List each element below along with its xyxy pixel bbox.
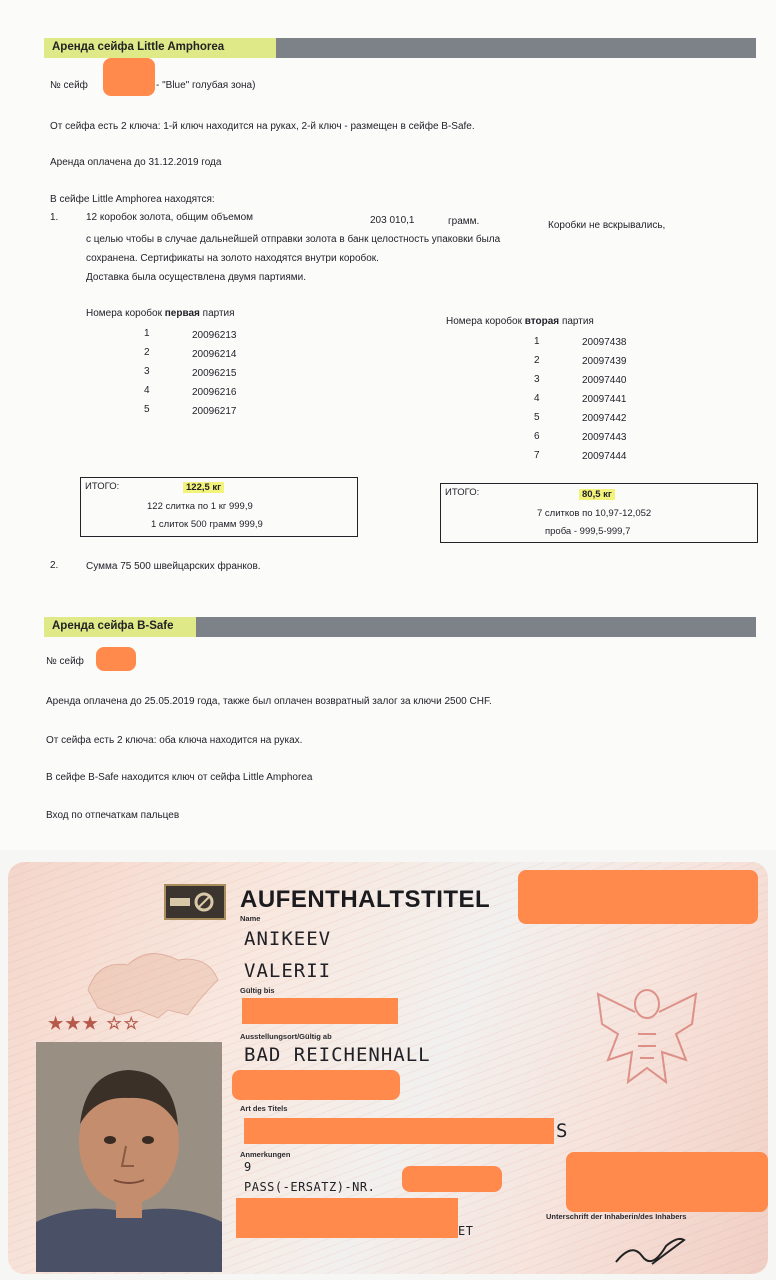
- section1-header-bar: [44, 38, 756, 58]
- batch1-row-code: 20096217: [192, 406, 237, 417]
- batch2-row-code: 20097444: [582, 451, 627, 462]
- batch1-total-box: [80, 477, 358, 537]
- safe2-access-text: Вход по отпечаткам пальцев: [46, 810, 180, 821]
- batch1-row-code: 20096213: [192, 330, 237, 341]
- item1-line4: Доставка была осуществлена двумя партиями.: [86, 272, 306, 283]
- item1-unit: грамм.: [448, 216, 480, 227]
- safe2-contents-text: В сейфе B-Safe находится ключ от сейфа Little Amphorea: [46, 772, 313, 783]
- batch2-row-code: 20097439: [582, 356, 627, 367]
- issue-place: BAD REICHENHALL: [244, 1044, 431, 1066]
- paid-text: Аренда оплачена до 31.12.2019 года: [50, 157, 222, 168]
- batch2-row-code: 20097440: [582, 375, 627, 386]
- contents-intro: В сейфе Little Amphorea находятся:: [50, 194, 215, 205]
- redaction-block: [103, 58, 155, 96]
- batch2-row-code: 20097442: [582, 413, 627, 424]
- redaction-block: [566, 1152, 768, 1212]
- item2-number: 2.: [50, 560, 59, 571]
- stars-decoration: ★★★ ☆☆: [48, 1014, 141, 1033]
- batch1-row-num: 4: [144, 385, 150, 396]
- redaction-block: [244, 1118, 554, 1144]
- batch1-row-code: 20096215: [192, 368, 237, 379]
- batch1-row-code: 20096216: [192, 387, 237, 398]
- batch2-row-num: 3: [534, 374, 540, 385]
- batch1-row-num: 3: [144, 366, 150, 377]
- item1-line2: с целью чтобы в случае дальнейшей отправки золота в банк целостность упаковки была: [86, 234, 501, 245]
- surname: ANIKEEV: [244, 928, 332, 950]
- residence-permit-card: [8, 862, 768, 1274]
- valid-label: Gültig bis: [240, 986, 275, 995]
- signature-image: [612, 1232, 692, 1268]
- batch2-total-box: [440, 483, 758, 543]
- section2-heading: Аренда сейфа B-Safe: [44, 617, 196, 637]
- card-title: AUFENTHALTSTITEL: [240, 886, 491, 913]
- signature-label: Unterschrift der Inhaberin/des Inhabers: [546, 1212, 687, 1221]
- type-tail: S: [556, 1120, 569, 1142]
- batch2-total-value: 80,5 кг: [579, 489, 615, 500]
- batch1-header: Номера коробок первая партия: [86, 308, 235, 319]
- batch1-row-code: 20096214: [192, 349, 237, 360]
- batch2-row-num: 2: [534, 355, 540, 366]
- item1-number: 1.: [50, 212, 59, 223]
- remarks-label: Anmerkungen: [240, 1150, 291, 1159]
- batch2-row-num: 4: [534, 393, 540, 404]
- batch2-total-detail1: 7 слитков по 10,97-12,052: [537, 508, 652, 519]
- type-label: Art des Titels: [240, 1104, 288, 1113]
- batch2-header: Номера коробок вторая партия: [446, 316, 594, 327]
- batch2-row-num: 5: [534, 412, 540, 423]
- batch2-row-num: 1: [534, 336, 540, 347]
- batch1-total-value: 122,5 кг: [183, 482, 224, 493]
- item2-text: Сумма 75 500 швейцарских франков.: [86, 561, 261, 572]
- chip-icon: [164, 884, 226, 920]
- batch2-total-label: ИТОГО:: [445, 487, 480, 498]
- section1-heading: Аренда сейфа Little Amphorea: [44, 38, 276, 58]
- redaction-block: [236, 1198, 458, 1238]
- redaction-block: [96, 647, 136, 671]
- batch1-row-num: 2: [144, 347, 150, 358]
- safe2-paid-text: Аренда оплачена до 25.05.2019 года, также был оплачен возвратный залог за ключи 2500 CHF.: [46, 696, 492, 707]
- batch2-row-num: 6: [534, 431, 540, 442]
- eagle-emblem-icon: [588, 964, 706, 1096]
- batch2-row-code: 20097438: [582, 337, 627, 348]
- batch2-row-num: 7: [534, 450, 540, 461]
- redaction-block: [232, 1070, 400, 1100]
- pass-number-label: PASS(-ERSATZ)-NR.: [244, 1180, 376, 1194]
- batch2-row-code: 20097441: [582, 394, 627, 405]
- item1-line1-end: Коробки не вскрывались,: [548, 220, 666, 231]
- redaction-block: [518, 870, 758, 924]
- redaction-block: [242, 998, 398, 1024]
- item1-line1: 12 коробок золота, общим объемом: [86, 212, 254, 223]
- redaction-block: [402, 1166, 502, 1192]
- item1-amount: 203 010,1: [370, 215, 415, 226]
- map-watermark-icon: [78, 940, 228, 1020]
- safe2-number-label: № сейф: [46, 656, 84, 667]
- holder-photo: [36, 1042, 222, 1272]
- batch2-row-code: 20097443: [582, 432, 627, 443]
- batch1-row-num: 1: [144, 328, 150, 339]
- safe-zone-text: - "Blue" голубая зона): [156, 80, 256, 91]
- given-name: VALERII: [244, 960, 332, 982]
- safe-number-label: № сейф: [50, 80, 88, 91]
- issued-label: Ausstellungsort/Gültig ab: [240, 1032, 332, 1041]
- keys-text: От сейфа есть 2 ключа: 1-й ключ находится на руках, 2-й ключ - размещен в сейфе B-Safe.: [50, 121, 475, 132]
- remark-number: 9: [244, 1160, 252, 1174]
- batch1-row-num: 5: [144, 404, 150, 415]
- safe2-keys-text: От сейфа есть 2 ключа: оба ключа находится на руках.: [46, 735, 303, 746]
- section2-header-bar: [44, 617, 756, 637]
- batch1-total-label: ИТОГО:: [85, 481, 120, 492]
- batch1-total-detail1: 122 слитка по 1 кг 999,9: [147, 501, 253, 512]
- batch1-total-detail2: 1 слиток 500 грамм 999,9: [151, 519, 263, 530]
- tail-text: ET: [458, 1224, 474, 1238]
- name-label: Name: [240, 914, 261, 923]
- batch2-total-detail2: проба - 999,5-999,7: [545, 526, 631, 537]
- item1-line3: сохранена. Сертификаты на золото находятся внутри коробок.: [86, 253, 379, 264]
